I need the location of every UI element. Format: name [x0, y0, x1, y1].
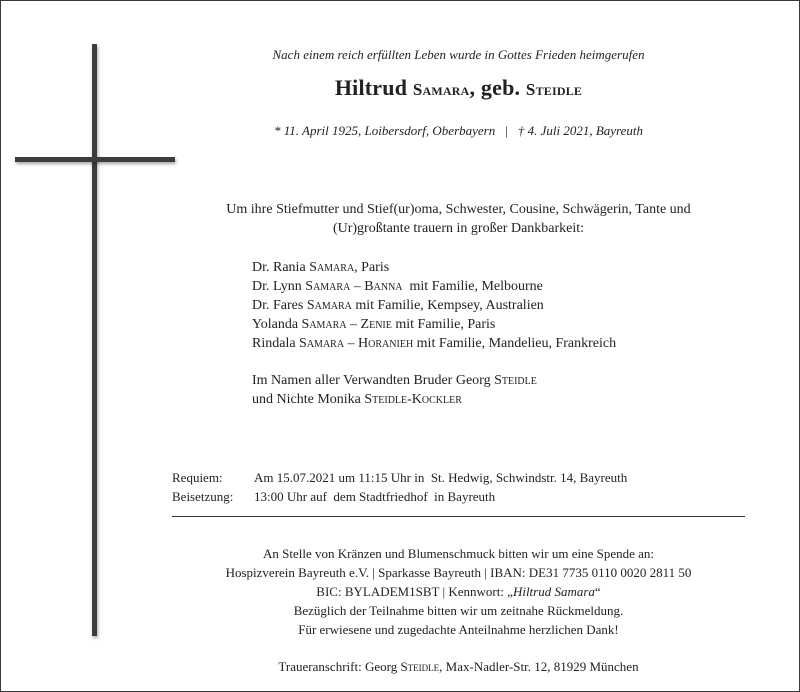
survivor-given: Yolanda: [252, 317, 302, 332]
donation-block: [172, 544, 745, 639]
event-row-burial: [172, 487, 627, 506]
on-behalf-line: [252, 390, 537, 409]
on-behalf-surname: Steidle: [494, 373, 537, 388]
survivor-surname: Samara – Zenie: [301, 317, 392, 332]
address-prefix: Traueranschrift: Georg: [278, 659, 401, 674]
birth-date: * 11. April 1925, Loibersdorf, Oberbayern: [273, 123, 496, 138]
first-name: Hiltrud: [334, 75, 408, 100]
birth-prefix: , geb.: [469, 75, 521, 100]
event-row-requiem: [172, 468, 627, 487]
survivor-detail: mit Familie, Melbourne: [402, 279, 543, 294]
on-behalf-block: [252, 371, 537, 409]
keyword-close-quote: “: [594, 584, 601, 599]
address-street: , Max-Nadler-Str. 12, 81929 München: [439, 659, 639, 674]
donation-line-5: Für erwiesene und zugedachte Anteilnahme herzlichen Dank!: [298, 622, 619, 637]
survivor-given: Dr. Rania: [252, 260, 310, 275]
cross-horizontal-beam: [15, 157, 175, 162]
survivor-given: Dr. Fares: [252, 298, 307, 313]
survivor-line: [252, 315, 616, 334]
donation-bic-line: [172, 582, 745, 601]
section-divider: [172, 516, 745, 517]
deceased-name: [172, 75, 745, 101]
mourning-line-1: Um ihre Stiefmutter und Stief(ur)oma, Schwester, Cousine, Schwägerin, Tante und: [226, 202, 691, 217]
survivor-surname: Samara: [309, 260, 355, 275]
bic-text: BIC: BYLADEM1SBT | Kennwort: „: [316, 584, 513, 599]
event-value: Am 15.07.2021 um 11:15 Uhr in St. Hedwig, Schwindstr. 14, Bayreuth: [254, 470, 628, 485]
survivor-line: [252, 334, 616, 353]
survivor-line: [252, 296, 616, 315]
event-label: Requiem:: [172, 470, 223, 485]
event-value: 13:00 Uhr auf dem Stadtfriedhof in Bayreuth: [254, 489, 496, 504]
survivor-detail: , Paris: [354, 260, 390, 275]
survivor-given: Dr. Lynn: [252, 279, 306, 294]
on-behalf-text: Im Namen aller Verwandten Bruder Georg: [252, 373, 495, 388]
address-surname: Steidle: [400, 659, 440, 674]
survivors-list: [252, 258, 616, 353]
survivor-line: [252, 277, 616, 296]
date-separator: |: [505, 123, 508, 138]
birth-name: Steidle: [525, 80, 583, 99]
donation-line-1: An Stelle von Kränzen und Blumenschmuck bitten wir um eine Spende an:: [263, 546, 654, 561]
on-behalf-line: [252, 371, 537, 390]
donation-bank-line: Hospizverein Bayreuth e.V. | Sparkasse Bayreuth | IBAN: DE31 7735 0110 0020 2811 50: [225, 565, 692, 580]
service-events: [172, 468, 627, 506]
surname: Samara: [412, 80, 470, 99]
on-behalf-surname: Steidle-Kockler: [364, 392, 462, 407]
survivor-surname: Samara: [306, 298, 352, 313]
mourning-line-2: (Ur)großtante trauern in großer Dankbarkeit:: [332, 221, 585, 236]
survivor-detail: mit Familie, Kempsey, Australien: [351, 298, 544, 313]
event-label: Beisetzung:: [172, 489, 234, 504]
on-behalf-text: und Nichte Monika: [252, 392, 365, 407]
intro-line: Nach einem reich erfüllten Leben wurde in Gottes Frieden heimgerufen: [272, 47, 645, 62]
survivor-given: Rindala: [252, 336, 300, 351]
death-date: † 4. Juli 2021, Bayreuth: [517, 123, 644, 138]
cross-vertical-beam: [92, 44, 97, 636]
survivor-surname: Samara – Horanieh: [299, 336, 414, 351]
donation-line-4: Bezüglich der Teilnahme bitten wir um zeitnahe Rückmeldung.: [293, 603, 624, 618]
survivor-line: [252, 258, 616, 277]
mourning-address: [172, 659, 745, 675]
survivor-detail: mit Familie, Paris: [391, 317, 496, 332]
keyword: Hiltrud Samara: [512, 584, 595, 599]
survivor-detail: mit Familie, Mandelieu, Frankreich: [413, 336, 617, 351]
life-dates: [172, 123, 745, 139]
mourning-text: [172, 200, 745, 238]
survivor-surname: Samara – Banna: [305, 279, 403, 294]
